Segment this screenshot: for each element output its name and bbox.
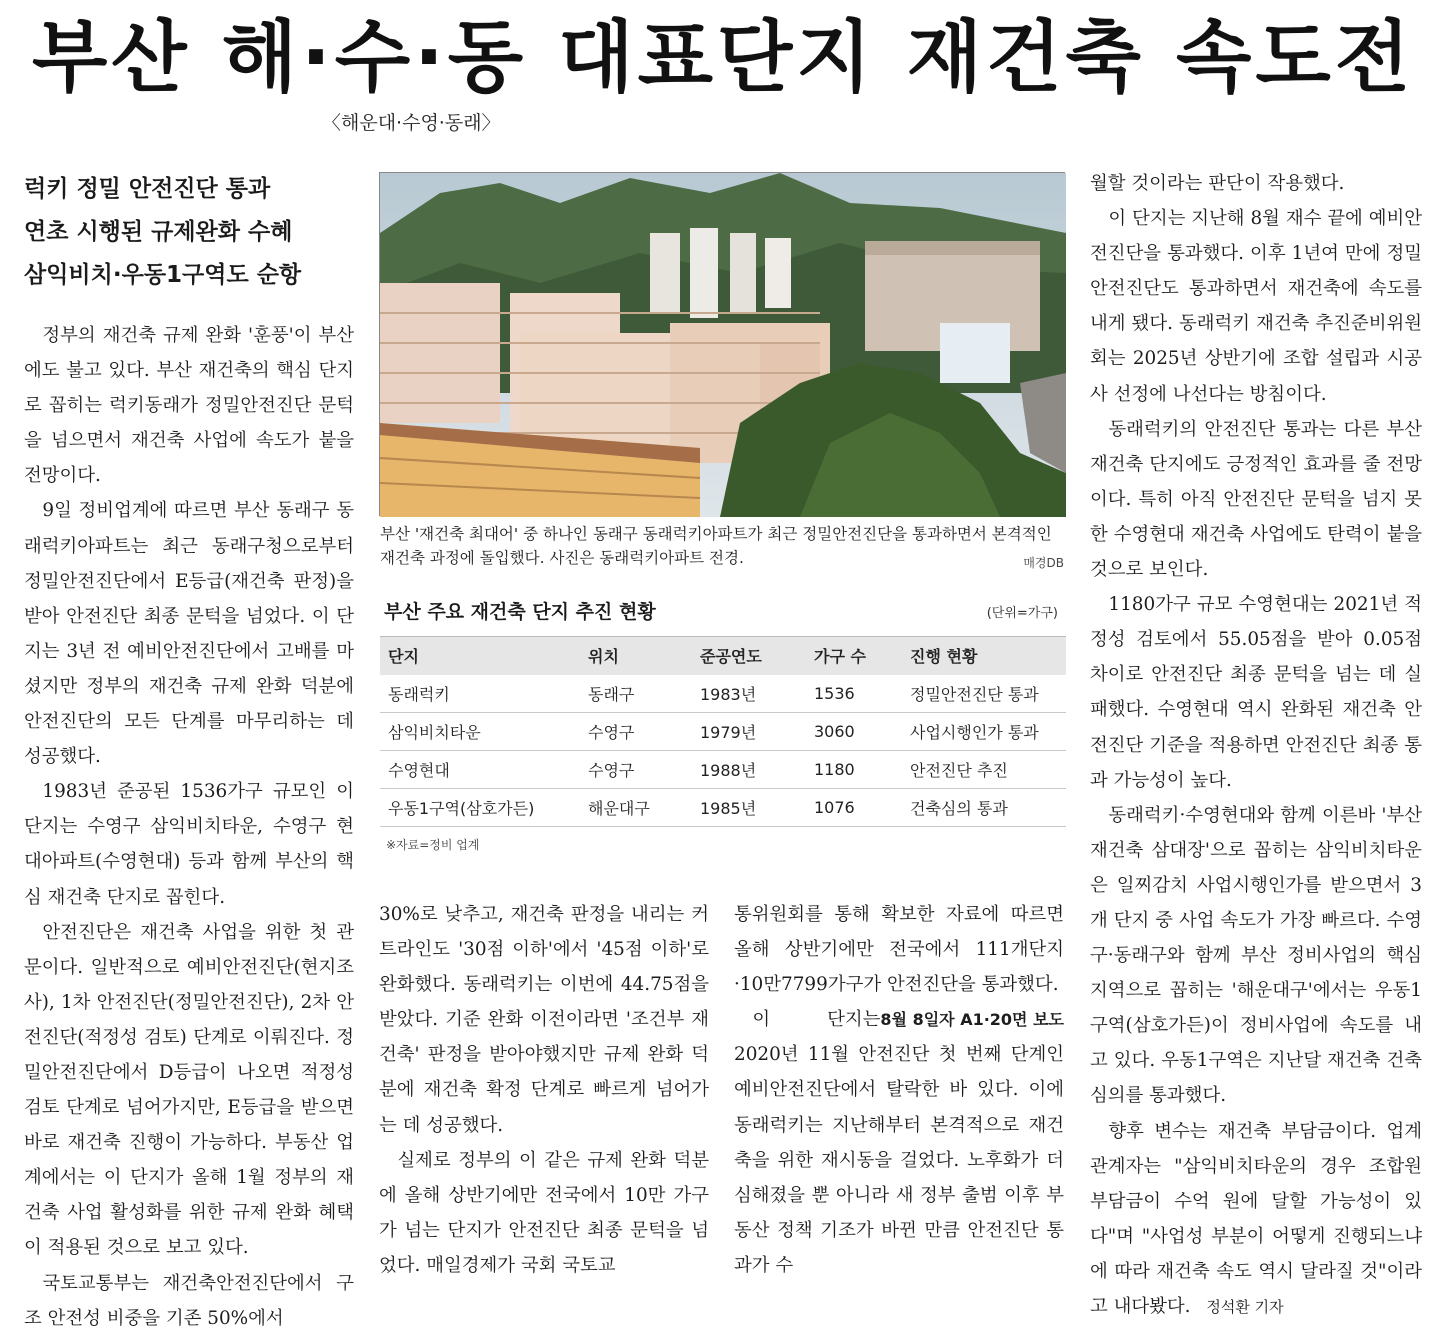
article-column-4	[1090, 166, 1422, 1317]
photo-credit: 매경DB	[1023, 556, 1064, 570]
subheadline: 연초 시행된 규제완화 수혜	[24, 219, 293, 245]
table-cell: 1988년	[692, 751, 806, 789]
column-header: 진행 현황	[902, 637, 1066, 675]
column-header: 가구 수	[806, 637, 902, 675]
article-column-1	[24, 318, 354, 1329]
table-cell: 건축심의 통과	[902, 789, 1066, 827]
apartment-photo	[379, 172, 1065, 516]
table-cell: 1985년	[692, 789, 806, 827]
table-cell: 사업시행인가 통과	[902, 713, 1066, 751]
table-cell: 해운대구	[580, 789, 692, 827]
paragraph: 월할 것이라는 판단이 작용했다.	[1090, 173, 1345, 194]
subheadline: 삼익비치·우동1구역도 순항	[24, 262, 302, 288]
column-header: 준공연도	[692, 637, 806, 675]
paragraph: 이 단지는 지난해 8월 재수 끝에 예비안전진단을 통과했다. 이후 1년여 만에 정밀안전진단도 통과하면서 재건축에 속도를 내게 됐다. 동래럭키 재건축 추진준비위원회는 2025년 상반기에 조합 설립과 시공사 선정에 나선다는 방침이다.	[1090, 208, 1422, 405]
paragraph: 9일 정비업계에 따르면 부산 동래구 동래럭키아파트는 최근 동래구청으로부터 정밀안전진단에서 E등급(재건축 판정)을 받아 안전진단 최종 문턱을 넘었다. 이 단지는 3년 전 예비안전진단에서 고배를 마셨지만 정부의 재건축 규제 완화 덕분에 안전진단의 모든 단계를 마무리하는 데 성공했다.	[24, 500, 354, 768]
paragraph	[734, 897, 1064, 1030]
table-cell: 삼익비치타운	[380, 713, 580, 751]
table-source: ※자료=정비 업계	[386, 838, 480, 852]
subheadline: 럭키 정밀 안전진단 통과	[24, 176, 271, 202]
table-header-row	[380, 637, 1066, 675]
column-header: 단지	[380, 637, 580, 675]
table-row	[380, 675, 1066, 713]
paragraph-text: 통위원회를 통해 확보한 자료에 따르면 올해 상반기에만 전국에서 111개단지·10만7799가구가 안전진단을 통과했다.	[734, 904, 1064, 996]
table-cell: 동래구	[580, 675, 692, 713]
paragraph: 실제로 정부의 이 같은 규제 완화 덕분에 올해 상반기에만 전국에서 10만 가구가 넘는 단지가 안전진단 최종 문턱을 넘었다. 매일경제가 국회 국토교	[379, 1149, 709, 1276]
table-title: 부산 주요 재건축 단지 추진 현황	[384, 601, 656, 623]
report-reference: 8월 8일자 A1·20면 보도	[880, 1010, 1064, 1030]
table-row	[380, 789, 1066, 827]
paragraph: 국토교통부는 재건축안전진단에서 구조 안전성 비중을 기존 50%에서	[24, 1272, 354, 1329]
paragraph: 안전진단은 재건축 사업을 위한 첫 관문이다. 일반적으로 예비안전진단(현지조사), 1차 안전진단(정밀안전진단), 2차 안전진단(적정성 검토) 단계로 이뤄진다. 정밀안전진단에서 D등급이 나오면 적정성 검토 단계로 넘어가지만, E등급을 받으면 바로 재건축 진행이 가능하다. 부동산 업계에서는 이 단지가 올해 1월 정부의 재건축 사업 활성화를 위한 규제 완화 혜택이 적용된 것으로 보고 있다.	[24, 921, 354, 1259]
table-cell: 수영현대	[380, 751, 580, 789]
table-cell: 1983년	[692, 675, 806, 713]
paragraph-text: 향후 변수는 재건축 부담금이다. 업계 관계자는 "삼익비치타운의 경우 조합원 부담금이 수억 원에 달할 가능성이 있다"며 "사업성 부분이 어떻게 진행되느냐에 따라 재건축 속도 역시 달라질 것"이라고 내다봤다.	[1090, 1120, 1422, 1317]
subheadlines	[24, 168, 364, 297]
reporter-byline: 정석환 기자	[1206, 1298, 1284, 1316]
table-cell: 우동1구역(삼호가든)	[380, 789, 580, 827]
table-cell: 수영구	[580, 751, 692, 789]
paragraph: 이 단지는 2020년 11월 안전진단 첫 번째 단계인 예비안전진단에서 탈락한 바 있다. 이에 동래럭키는 지난해부터 본격적으로 재건축을 위한 재시동을 걸었다. 노후화가 더 심해졌을 뿐 아니라 새 정부 출범 이후 부동산 정책 기조가 바뀐 만큼 안전진단 통과가 수	[734, 1009, 1064, 1276]
table-cell: 1180	[806, 751, 902, 789]
column-header: 위치	[580, 637, 692, 675]
table-cell: 동래럭키	[380, 675, 580, 713]
article-column-3	[734, 897, 1064, 1276]
redevelopment-status-table	[380, 636, 1066, 827]
table-cell: 1076	[806, 789, 902, 827]
table-cell: 정밀안전진단 통과	[902, 675, 1066, 713]
table-cell: 수영구	[580, 713, 692, 751]
table-cell: 3060	[806, 713, 902, 751]
region-label: 〈해운대·수영·동래〉	[322, 112, 501, 134]
paragraph: 동래럭키의 안전진단 통과는 다른 부산 재건축 단지에도 긍정적인 효과를 줄 전망이다. 특히 아직 안전진단 문턱을 넘지 못한 수영현대 재건축 사업에도 탄력이 붙을 것으로 보인다.	[1090, 418, 1422, 581]
paragraph: 1983년 준공된 1536가구 규모인 이 단지는 수영구 삼익비치타운, 수영구 현대아파트(수영현대) 등과 함께 부산의 핵심 재건축 단지로 꼽힌다.	[24, 781, 354, 908]
photo-illustration	[380, 173, 1066, 517]
table-unit: (단위=가구)	[986, 606, 1058, 621]
paragraph: 30%로 낮추고, 재건축 판정을 내리는 커트라인도 '30점 이하'에서 '45점 이하'로 완화했다. 동래럭키는 이번에 44.75점을 받았다. 기준 완화 이전이라면 '조건부 재건축' 판정을 받아야했지만 규제 완화 덕분에 재건축 확정 단계로 빠르게 넘어가는 데 성공했다.	[379, 904, 709, 1136]
paragraph	[1090, 1114, 1422, 1326]
table-cell: 1536	[806, 675, 902, 713]
article-column-2	[379, 897, 709, 1276]
paragraph: 동래럭키·수영현대와 함께 이른바 '부산 재건축 삼대장'으로 꼽히는 삼익비치타운은 일찌감치 사업시행인가를 받으면서 3개 단지 중 사업 속도가 가장 빠르다. 수영구·동래구와 함께 부산 정비사업의 핵심 지역으로 꼽히는 '해운대구'에서는 우동1구역(삼호가든)이 정비사업에 속도를 내고 있다. 우동1구역은 지난달 재건축 건축심의를 통과했다.	[1090, 804, 1422, 1107]
table-cell: 1979년	[692, 713, 806, 751]
headline: 부산 해·수·동 대표단지 재건축 속도전	[31, 13, 1415, 103]
paragraph: 정부의 재건축 규제 완화 '훈풍'이 부산에도 불고 있다. 부산 재건축의 핵심 단지로 꼽히는 럭키동래가 정밀안전진단 문턱을 넘으면서 재건축 사업에 속도가 붙을 전망이다.	[24, 325, 354, 487]
table-row	[380, 713, 1066, 751]
paragraph: 1180가구 규모 수영현대는 2021년 적정성 검토에서 55.05점을 받아 0.05점 차이로 안전진단 최종 문턱을 넘는 데 실패했다. 수영현대 역시 완화된 재건축 안전진단 기준을 적용하면 안전진단 최종 통과 가능성이 높다.	[1090, 594, 1422, 791]
photo-caption: 부산 '재건축 최대어' 중 하나인 동래구 동래럭키아파트가 최근 정밀안전진단을 통과하면서 본격적인 재건축 과정에 돌입했다. 사진은 동래럭키아파트 전경.	[380, 525, 1052, 567]
table-cell: 안전진단 추진	[902, 751, 1066, 789]
table-row	[380, 751, 1066, 789]
